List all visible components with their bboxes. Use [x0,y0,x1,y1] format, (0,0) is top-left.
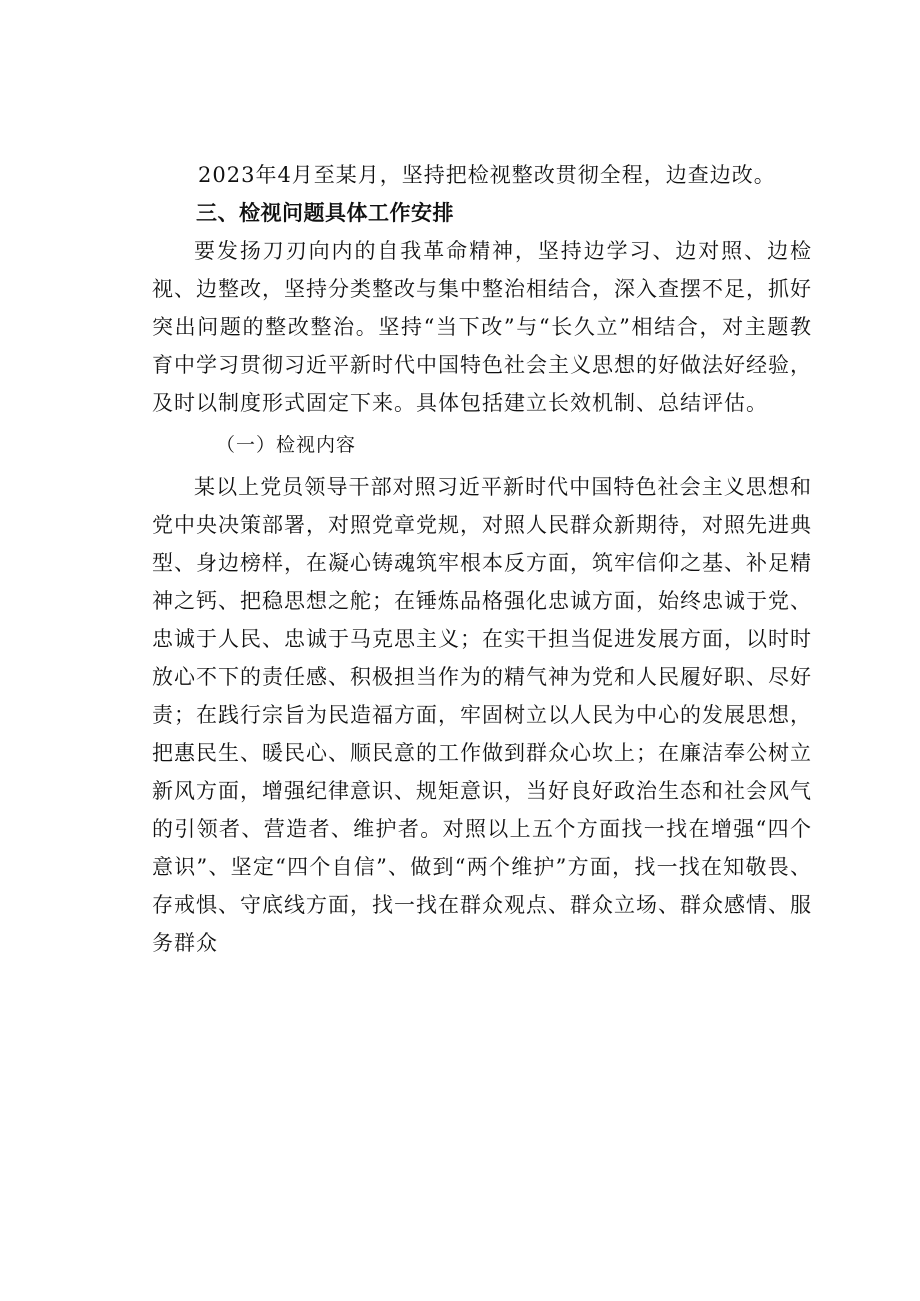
subheading-1: （一）检视内容 [216,434,357,456]
intro-line: 2023年4月至某月，坚持把检视整改贯彻全程，边查边改。 [198,163,776,187]
section-heading: 三、检视问题具体工作安排 [196,201,454,225]
paragraph-2: 某以上党员领导干部对照习近平新时代中国特色社会主义思想和党中央决策部署，对照党章党规，对照人民群众新期待，对照先进典型、身边榜样，在凝心铸魂筑牢根本反方面，筑牢信仰之基、补足精神之钙、把稳思想之舵；在锤炼品格强化忠诚方面，始终忠诚于党、忠诚于人民、忠诚于马克思主义；在实干担当促进发展方面，以时时放心不下的责任感、积极担当作为的精气神为党和人民履好职、尽好责；在践行宗旨为民造福方面，牢固树立以人民为中心的发展思想，把惠民生、暖民心、顺民意的工作做到群众心坎上；在廉洁奉公树立新风方面，增强纪律意识、规矩意识，当好良好政治生态和社会风气的引领者、营造者、维护者。对照以上五个方面找一找在增强“四个意识”、坚定“四个自信”、做到“两个维护”方面，找一找在知敬畏、存戒惧、守底线方面，找一找在群众观点、群众立场、群众感情、服务群众 [152,475,812,955]
paragraph-1: 要发扬刀刃向内的自我革命精神，坚持边学习、边对照、边检视、边整改，坚持分类整改与集中整治相结合，深入查摆不足，抓好突出问题的整改整治。坚持“当下改”与“长久立”相结合，对主题教育中学习贯彻习近平新时代中国特色社会主义思想的好做法好经验，及时以制度形式固定下来。具体包括建立长效机制、总结评估。 [152,239,812,415]
document-body [152,156,812,962]
